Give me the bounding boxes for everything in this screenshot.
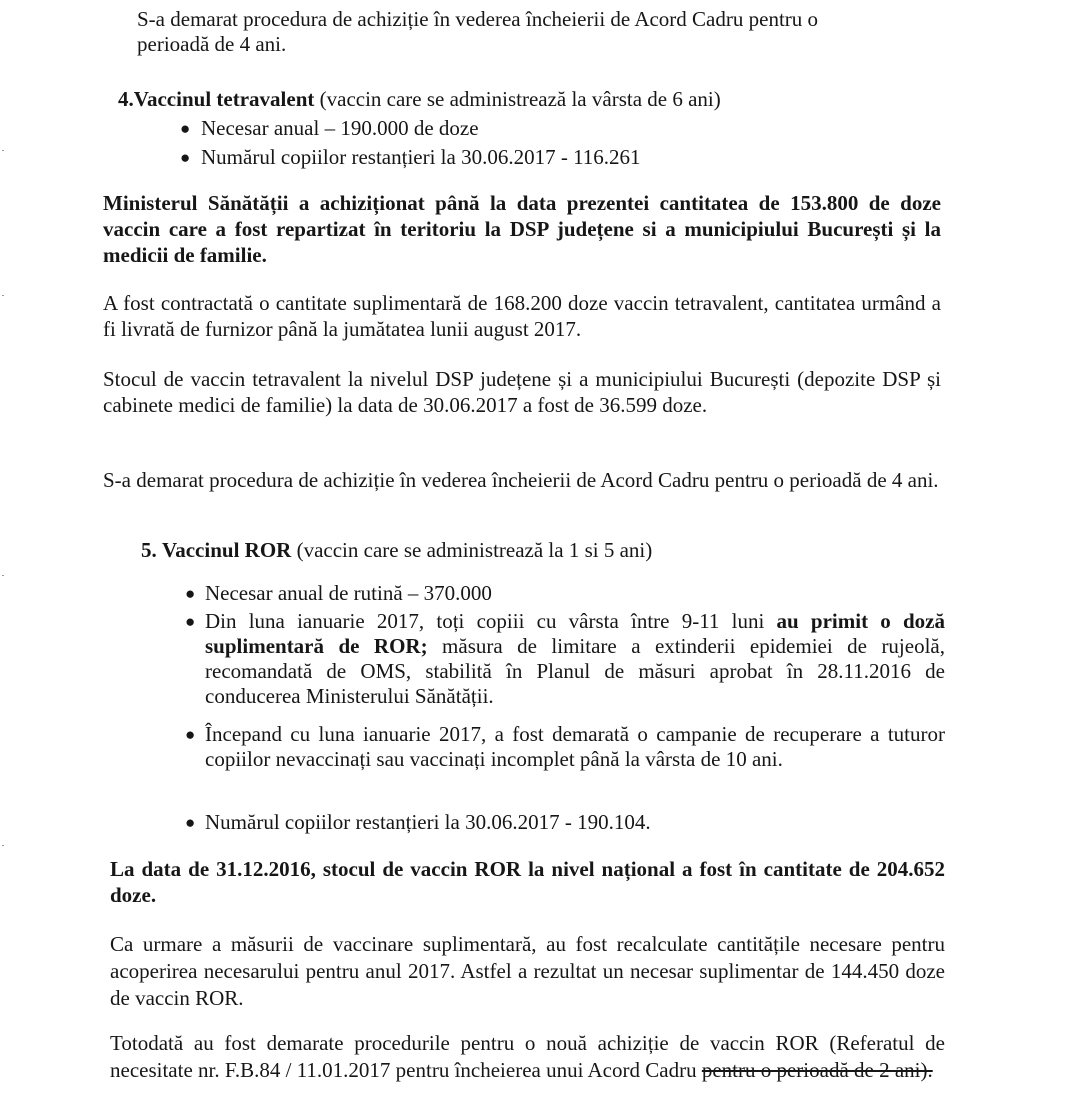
- paragraph-new-procurement: [110, 1030, 945, 1084]
- list-item-text-part: măsura de limitare a extinderii epidemiei de rujeolă, recomandată de OMS, stabilită în Planul de măsuri aprobat în 28.11.2016 de conducerea Ministerului Sănătății.: [205, 634, 945, 708]
- section-number: 4.: [118, 87, 134, 111]
- bullet-icon: ●: [185, 813, 196, 832]
- bullet-icon: ●: [185, 725, 196, 744]
- scan-mark: [2, 845, 4, 846]
- paragraph-procurement-procedure: S-a demarat procedura de achiziție în vederea încheierii de Acord Cadru pentru o perioadă de 4 ani.: [103, 468, 939, 492]
- bullet-icon: ●: [185, 584, 196, 603]
- section-heading-4: [118, 87, 938, 112]
- bullet-icon: ●: [185, 612, 196, 631]
- scan-mark: [2, 150, 4, 151]
- list-item: [185, 581, 945, 606]
- scan-mark: [2, 575, 4, 576]
- section-heading-5: [141, 538, 941, 563]
- struck-text: pentru o perioadă de 2 ani).: [701, 1058, 933, 1082]
- list-item: [185, 609, 945, 709]
- list-item: [180, 116, 880, 141]
- vaccine-name: Vaccinul tetravalent: [133, 87, 315, 111]
- paragraph-line: perioadă de 4 ani.: [137, 32, 287, 56]
- bullet-icon: ●: [180, 119, 191, 138]
- vaccine-description: (vaccin care se administrează la vârsta de 6 ani): [314, 87, 721, 111]
- paragraph-stock-level: Stocul de vaccin tetravalent la nivelul DSP județene și a municipiului București (depozite DSP și cabinete medici de familie) la data de 30.06.2017 a fost de 36.599 doze.: [103, 367, 941, 417]
- list-item-text-bold: au primit o doză suplimentară de ROR;: [205, 609, 946, 658]
- bullet-icon: ●: [180, 148, 191, 167]
- list-item: [185, 810, 945, 835]
- list-item: [185, 722, 945, 772]
- list-item-text: Numărul copiilor restanțieri la 30.06.2017 - 190.104.: [205, 810, 651, 834]
- vaccine-name: Vaccinul ROR: [162, 538, 292, 562]
- paragraph-additional-contract: A fost contractată o cantitate suplimentară de 168.200 doze vaccin tetravalent, cantitatea urmând a fi livrată de furnizor până la jumătatea lunii august 2017.: [103, 291, 941, 341]
- paragraph-procurement-continuation: [137, 7, 957, 57]
- section-number: 5.: [141, 538, 157, 562]
- paragraph-recalculated-quantities: Ca urmare a măsurii de vaccinare suplimentară, au fost recalculate cantitățile necesare pentru acoperirea necesarului pentru anul 2017. Astfel a rezultat un necesar suplimentar de 144.450 doze de vaccin ROR.: [110, 932, 945, 1010]
- paragraph-text: Totodată au fost demarate procedurile pentru o nouă achiziție de vaccin ROR (Referatul de necesitate nr. F.B.84 / 11.01.2017 pentru încheierea unui Acord Cadru: [110, 1031, 945, 1082]
- paragraph-bold-national-stock: La data de 31.12.2016, stocul de vaccin ROR la nivel național a fost în cantitate de 204.652 doze.: [110, 857, 945, 907]
- vaccine-description: (vaccin care se administrează la 1 si 5 ani): [291, 538, 653, 562]
- scan-mark: [2, 295, 4, 296]
- list-item-text: Începand cu luna ianuarie 2017, a fost demarată o campanie de recuperare a tuturor copiilor nevaccinați sau vaccinați incomplet până la vârsta de 10 ani.: [205, 722, 945, 771]
- paragraph-line: S-a demarat procedura de achiziție în vederea încheierii de Acord Cadru pentru o: [137, 7, 819, 31]
- list-item: [180, 145, 880, 170]
- list-item-text: [205, 609, 945, 709]
- list-item-text: Necesar anual de rutină – 370.000: [205, 581, 492, 605]
- paragraph-bold-ministry-stock: Ministerul Sănătății a achiziționat până la data prezentei cantitatea de 153.800 de doze vaccin care a fost repartizat în teritoriu la DSP județene si a municipiului București și la medicii de familie.: [103, 191, 941, 267]
- list-item-text: Numărul copiilor restanțieri la 30.06.2017 - 116.261: [201, 145, 641, 169]
- list-item-text: Necesar anual – 190.000 de doze: [201, 116, 479, 140]
- list-item-text-part: Din luna ianuarie 2017, toți copiii cu vârsta între 9-11 luni: [205, 609, 777, 633]
